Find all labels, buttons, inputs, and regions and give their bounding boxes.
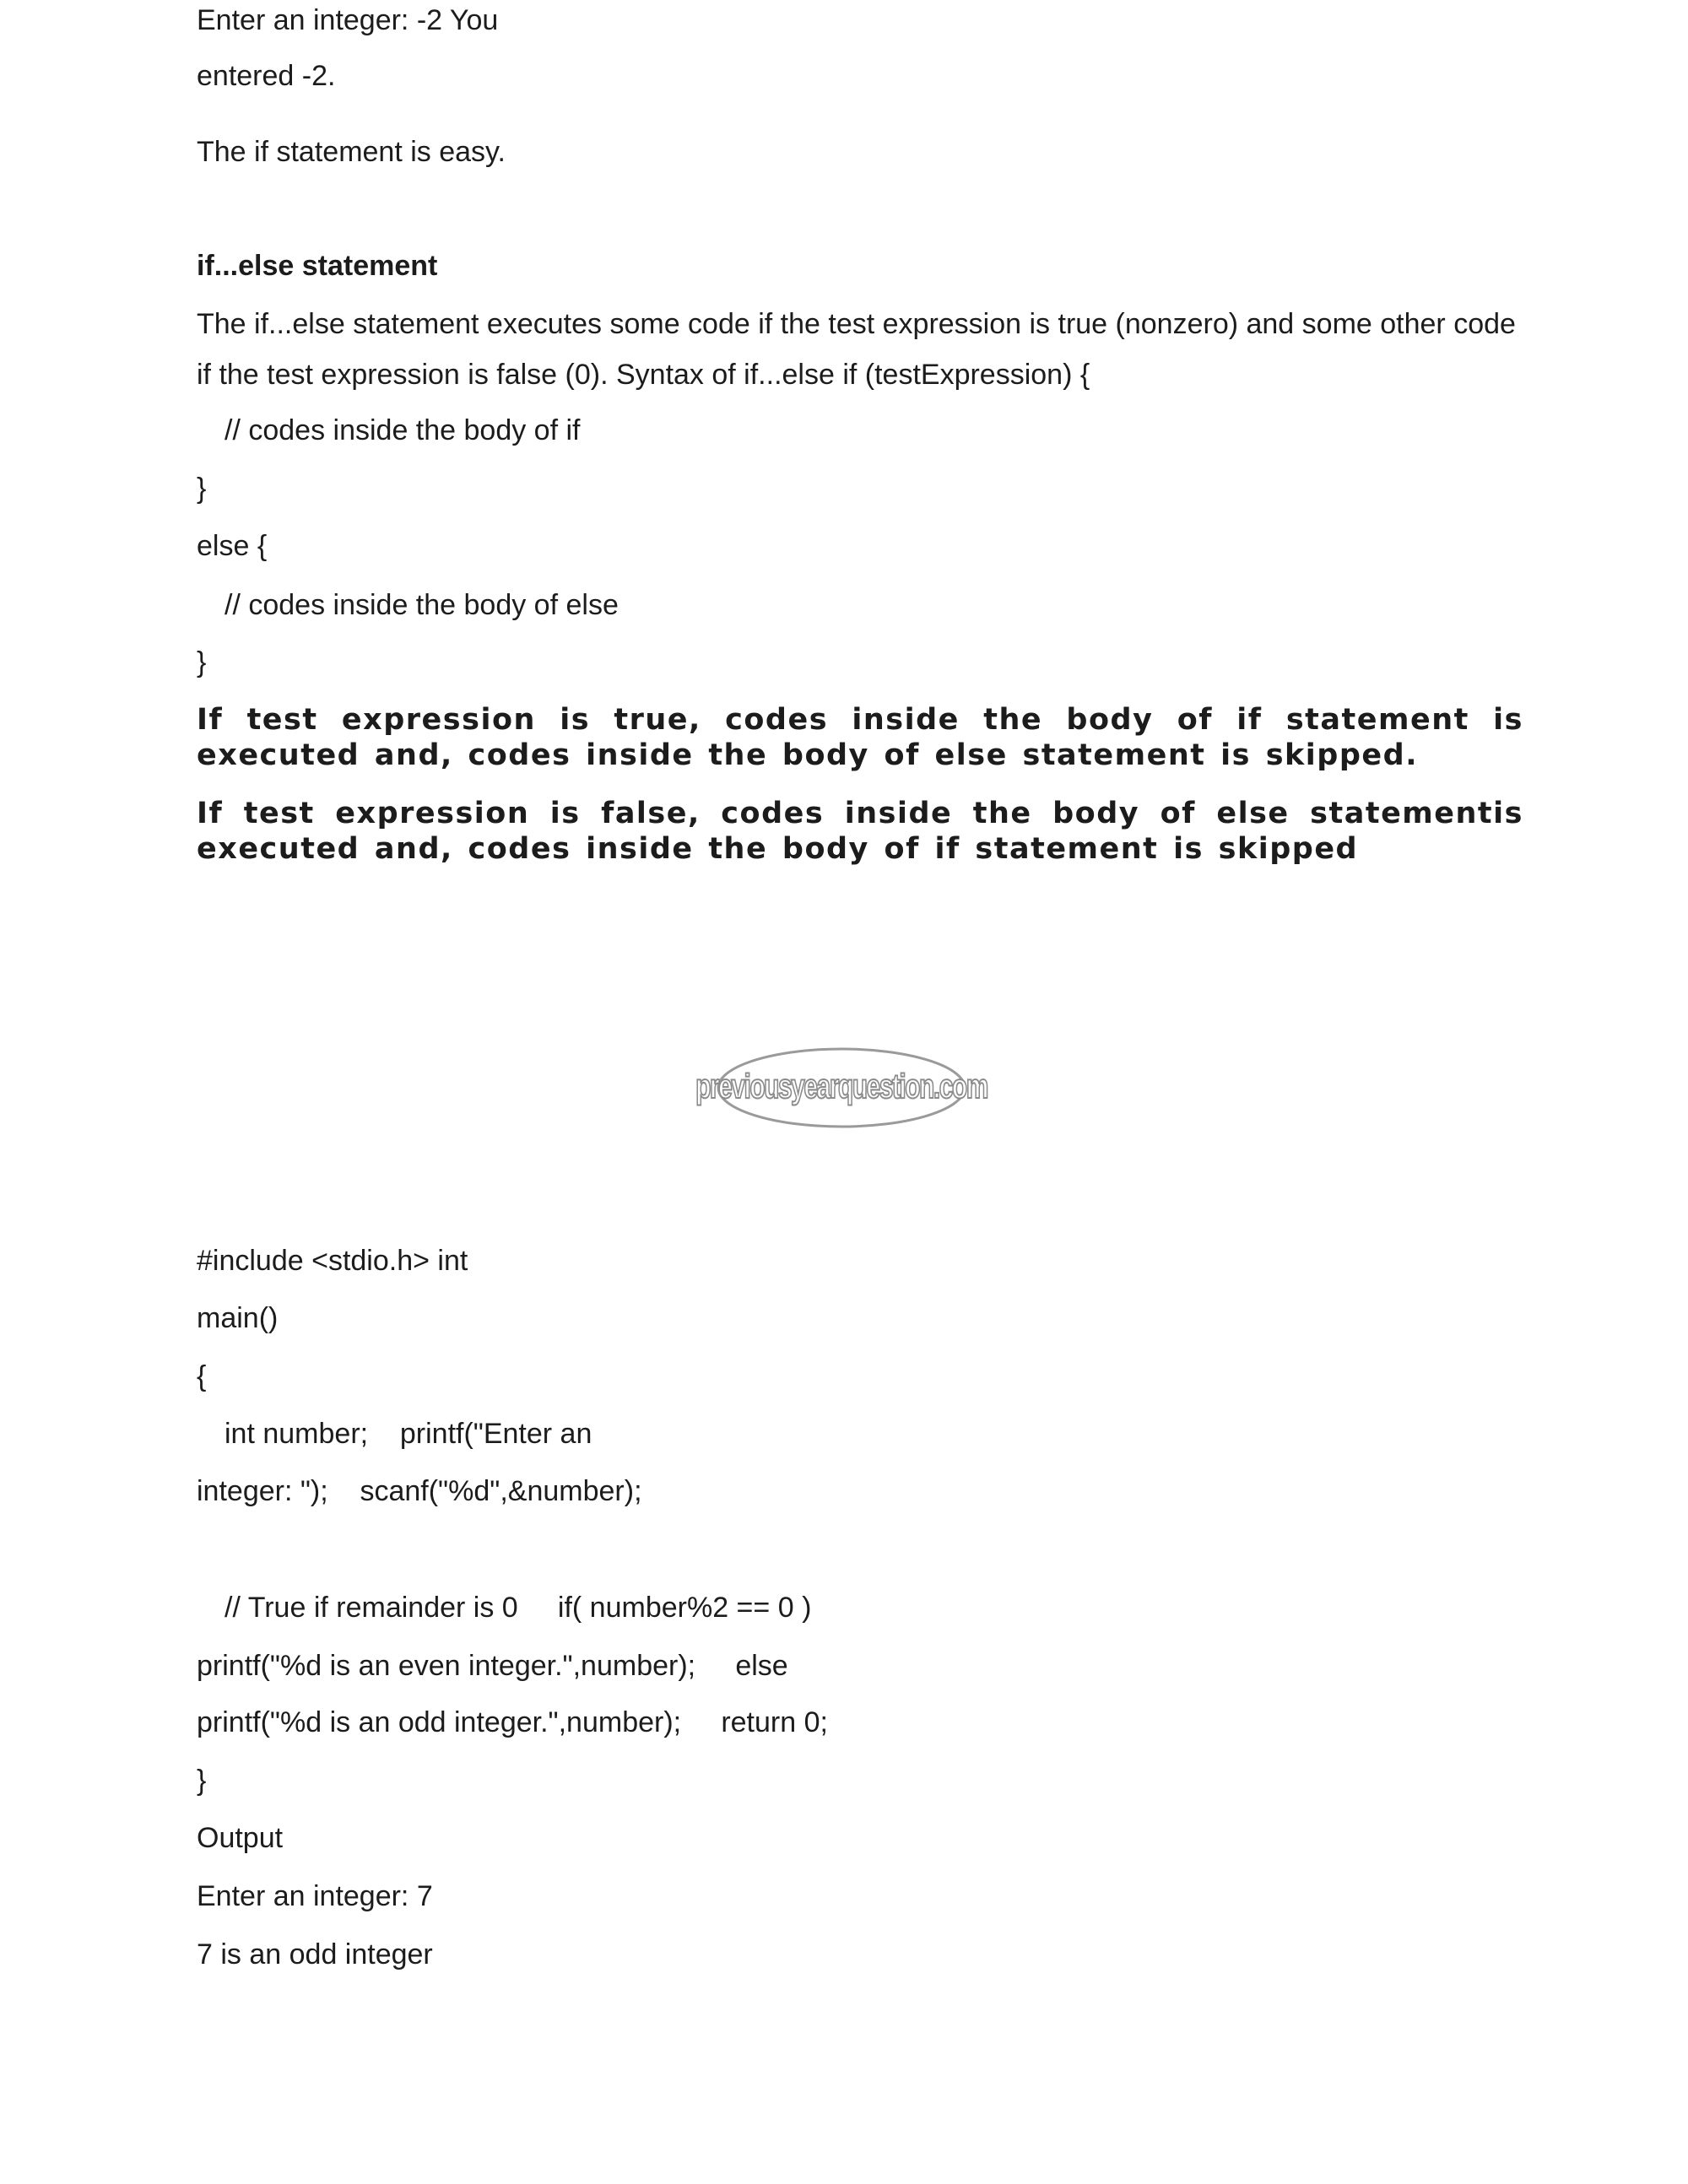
syntax-close-brace-1: }	[197, 473, 207, 505]
intro-line-2: entered -2.	[197, 60, 336, 92]
output-line-1: Enter an integer: 7	[197, 1880, 433, 1912]
code-line-8: printf("%d is an odd integer.",number); return 0;	[197, 1706, 828, 1738]
code-line-6: // True if remainder is 0 if( number%2 == 0 )	[225, 1592, 812, 1624]
intro-line-3: The if statement is easy.	[197, 136, 506, 168]
description-line-1: The if...else statement executes some code if the test expression is true (nonzero) and some other code	[197, 308, 1516, 340]
syntax-comment-else: // codes inside the body of else	[225, 589, 619, 621]
note-false-case: If test expression is false, codes inside the body of else statementis executed and, codes inside the body of if statement is skipped	[197, 797, 1523, 866]
syntax-comment-if: // codes inside the body of if	[225, 414, 581, 446]
code-line-1: #include <stdio.h> int	[197, 1245, 468, 1277]
code-line-7: printf("%d is an even integer.",number); else	[197, 1650, 788, 1682]
watermark-text: previousyearquestion.com	[695, 1068, 987, 1106]
code-line-3: {	[197, 1360, 207, 1392]
syntax-else-open: else {	[197, 530, 268, 562]
intro-line-1: Enter an integer: -2 You	[197, 4, 499, 36]
description-line-2: if the test expression is false (0). Syntax of if...else if (testExpression) {	[197, 359, 1090, 391]
output-line-2: 7 is an odd integer	[197, 1938, 433, 1970]
code-line-9: }	[197, 1765, 207, 1797]
section-heading: if...else statement	[197, 250, 438, 282]
code-line-5: integer: "); scanf("%d",&number);	[197, 1475, 642, 1507]
code-line-2: main()	[197, 1302, 279, 1334]
output-label: Output	[197, 1822, 284, 1854]
code-line-4: int number; printf("Enter an	[225, 1418, 592, 1450]
note-true-case: If test expression is true, codes inside the body of if statement is executed and, codes inside the body of else statement is skipped.	[197, 703, 1523, 772]
watermark-logo	[695, 1045, 987, 1131]
syntax-close-brace-2: }	[197, 646, 207, 678]
